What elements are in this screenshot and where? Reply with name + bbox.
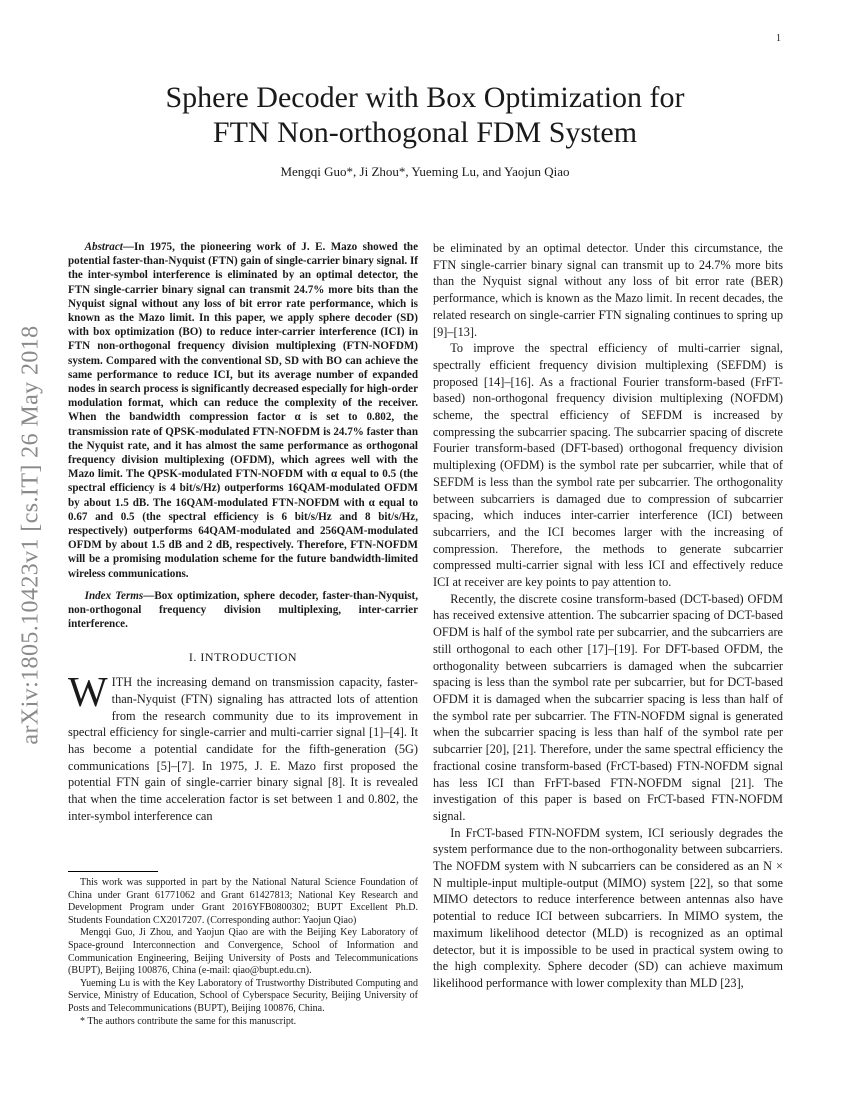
index-terms-label: Index Terms <box>84 589 144 602</box>
arxiv-stamp <box>2 300 60 770</box>
right-paragraph-1: be eliminated by an optimal detector. Under this circumstance, the FTN single-carrier binary signal can transmit up to 24.7% more bits than the Nyquist signal without any loss of bit error rate (BER) performance, which is known as the Mazo limit. In recent decades, the related research on single-carrier FTN signaling continues to spring up [9]–[13]. <box>433 241 783 339</box>
abstract-label: Abstract <box>84 241 123 253</box>
author-list: Mengqi Guo*, Ji Zhou*, Yueming Lu, and Yaojun Qiao <box>280 164 570 179</box>
right-paragraph-3: Recently, the discrete cosine transform-based (DCT-based) OFDM has received extensive attention. The subcarrier spacing of DCT-based OFDM is half of the symbol rate per subcarrier, and the subcarriers are still orthogonal to each other [17]–[19]. For DFT-based OFDM, the orthogonality between subcarriers is damaged when the subcarrier spacing is less than the symbol rate per subcarrier, but for DCT-based OFDM it is damaged when the subcarrier spacing is less than half of the symbol rate per subcarrier. The FTN-NOFDM signal is generated when the subcarrier spacing is less than half of the symbol rate per subcarrier [20], [21]. Therefore, under the same spectral efficiency the fractional cosine transform-based (FrCT-based) FTN-NOFDM signal has less ICI than FrFT-based FTN-NOFDM signal [21]. The investigation of this paper is based on FrCT-based FTN-NOFDM signal. <box>433 591 783 823</box>
page-number: 1 <box>776 33 781 44</box>
right-paragraph-4: In FrCT-based FTN-NOFDM system, ICI seriously degrades the system performance due to the non-orthogonality between subcarriers. The NOFDM system with N subcarriers can be considered as an N × N multiple-input multiple-output (MIMO) system [22], so that some MIMO detectors to reduce interference between antennas also have potential to reduce ICI between subcarriers. In MIMO system, the maximum likelihood detector (MLD) is recognized as an optimal detector, but it is impossible to be used in practical system owing to the high complexity. Sphere decoder (SD) can achieve maximum likelihood performance with lower complexity than MLD [23], <box>433 825 783 990</box>
abstract-text: —In 1975, the pioneering work of J. E. Mazo showed the potential faster-than-Nyquist (FTN) gain of single-carrier binary signal. If the inter-symbol interference is eliminated by an optimal detector, the FTN single-carrier binary signal can transmit 24.7% more bits than the Nyquist signal without any loss of bit error rate performance, which is known as the Mazo limit. In this paper, we apply sphere decoder (SD) with box optimization (BO) to reduce inter-carrier interference (ICI) in FTN non-orthogonal frequency division multiplexing (FTN-NOFDM) system. Compared with the conventional SD, SD with BO can achieve the same performance to reduce ICI, but its average number of expanded nodes in search process is significantly decreased especially for high-order modulation format, which can reduce the complexity of the receiver. When the bandwidth compression factor α is set to 0.802, the transmission rate of QPSK-modulated FTN-NOFDM is 24.7% faster than the Nyquist rate, and it has almost the same performance as orthogonal frequency division multiplexing (OFDM), which agrees well with the Mazo limit. The QPSK-modulated FTN-NOFDM with α equal to 0.5 (the spectral efficiency is 4 bit/s/Hz) outperforms 16QAM-modulated OFDM by about 1.5 dB. The 16QAM-modulated FTN-NOFDM with α equal to 0.67 and 0.5 (the spectral efficiency is 6 bit/s/Hz and 8 bit/s/Hz, respectively) outperforms 64QAM-modulated and 256QAM-modulated OFDM by about 1.5 dB and 2 dB, respectively. Therefore, FTN-NOFDM will be a promising modulation scheme for the future bandwidth-limited wireless communications. <box>68 241 418 580</box>
footnotes <box>68 877 418 1028</box>
abstract <box>68 240 418 581</box>
arxiv-stamp-text: arXiv:1805.10423v1 [cs.IT] 26 May 2018 <box>17 325 44 745</box>
footnote-divider <box>68 871 158 872</box>
title-line-2: FTN Non-orthogonal FDM System <box>212 116 638 149</box>
intro-text: ITH the increasing demand on transmission capacity, faster-than-Nyquist (FTN) signaling has attracted lots of attention from the research community due to its improvement in spectral efficiency for single-carrier and multi-carrier signal [1]–[4]. It has become a potential candidate for the fifth-generation (5G) communications [5]–[7]. In 1975, J. E. Mazo first proposed the potential FTN gain of single-carrier binary signal [8]. It is revealed that when the time acceleration factor is set between 1 and 0.802, the inter-symbol interference can <box>68 675 418 823</box>
intro-paragraph <box>68 670 418 824</box>
footnote-funding: This work was supported in part by the National Natural Science Foundation of China under Grant 61771062 and Grant 61427813; National Key Research and Development Program under Grant 2016YFB0800302; BUPT Excellent Ph.D. Students Foundation CX2017207. (Corresponding author: Yaojun Qiao) <box>68 877 418 926</box>
index-terms-text: —Box optimization, sphere decoder, faster-than-Nyquist, non-orthogonal frequency division multiplexing, inter-carrier interference. <box>68 589 418 631</box>
section-heading-introduction: I. INTRODUCTION <box>188 650 298 665</box>
footnote-affiliation-1: Mengqi Guo, Ji Zhou, and Yaojun Qiao are with the Beijing Key Laboratory of Space-ground Interconnection and Convergence, School of Information and Communication Engineering, Beijing University of Posts and Telecommunications (BUPT), Beijing 100876, China (e-mail: qiao@bupt.edu.cn). <box>68 927 418 977</box>
left-column <box>68 240 418 825</box>
title-line-1: Sphere Decoder with Box Optimization for <box>165 81 685 114</box>
right-column <box>433 240 783 992</box>
drop-cap: W <box>68 670 108 717</box>
footnote-affiliation-2: Yueming Lu is with the Key Laboratory of Trustworthy Distributed Computing and Service, Ministry of Education, School of Cyberspace Security, Beijing University of Posts and Telecommunications (BUPT), Beijing 100876, China. <box>68 977 418 1014</box>
footnote-equal-contribution: * The authors contribute the same for this manuscript. <box>80 1015 297 1027</box>
paper-title <box>0 80 850 150</box>
index-terms <box>68 589 418 632</box>
right-paragraph-2: To improve the spectral efficiency of multi-carrier signal, spectrally efficient frequency division multiplexing (SEFDM) is proposed [14]–[16]. As a fractional Fourier transform-based (FrFT-based) non-orthogonal frequency division multiplexing (NOFDM) scheme, the spectral efficiency of SEFDM is increased by compressing the subcarrier spacing. The subcarrier spacing of discrete Fourier transform-based (DFT-based) orthogonal frequency division multiplexing (OFDM) is the symbol rate per subcarrier, while that of SEFDM is less than the symbol rate per subcarrier. The orthogonality between subcarriers is damaged due to compression of subcarrier spacing, which induces inter-carrier interference (ICI) between subcarriers, and the ICI becomes larger with the increasing of compression. Therefore, the methods to generate subcarrier compressed multi-carrier signal with less ICI and effectively reduce ICI at receiver are key points to pay attention to. <box>433 341 783 590</box>
